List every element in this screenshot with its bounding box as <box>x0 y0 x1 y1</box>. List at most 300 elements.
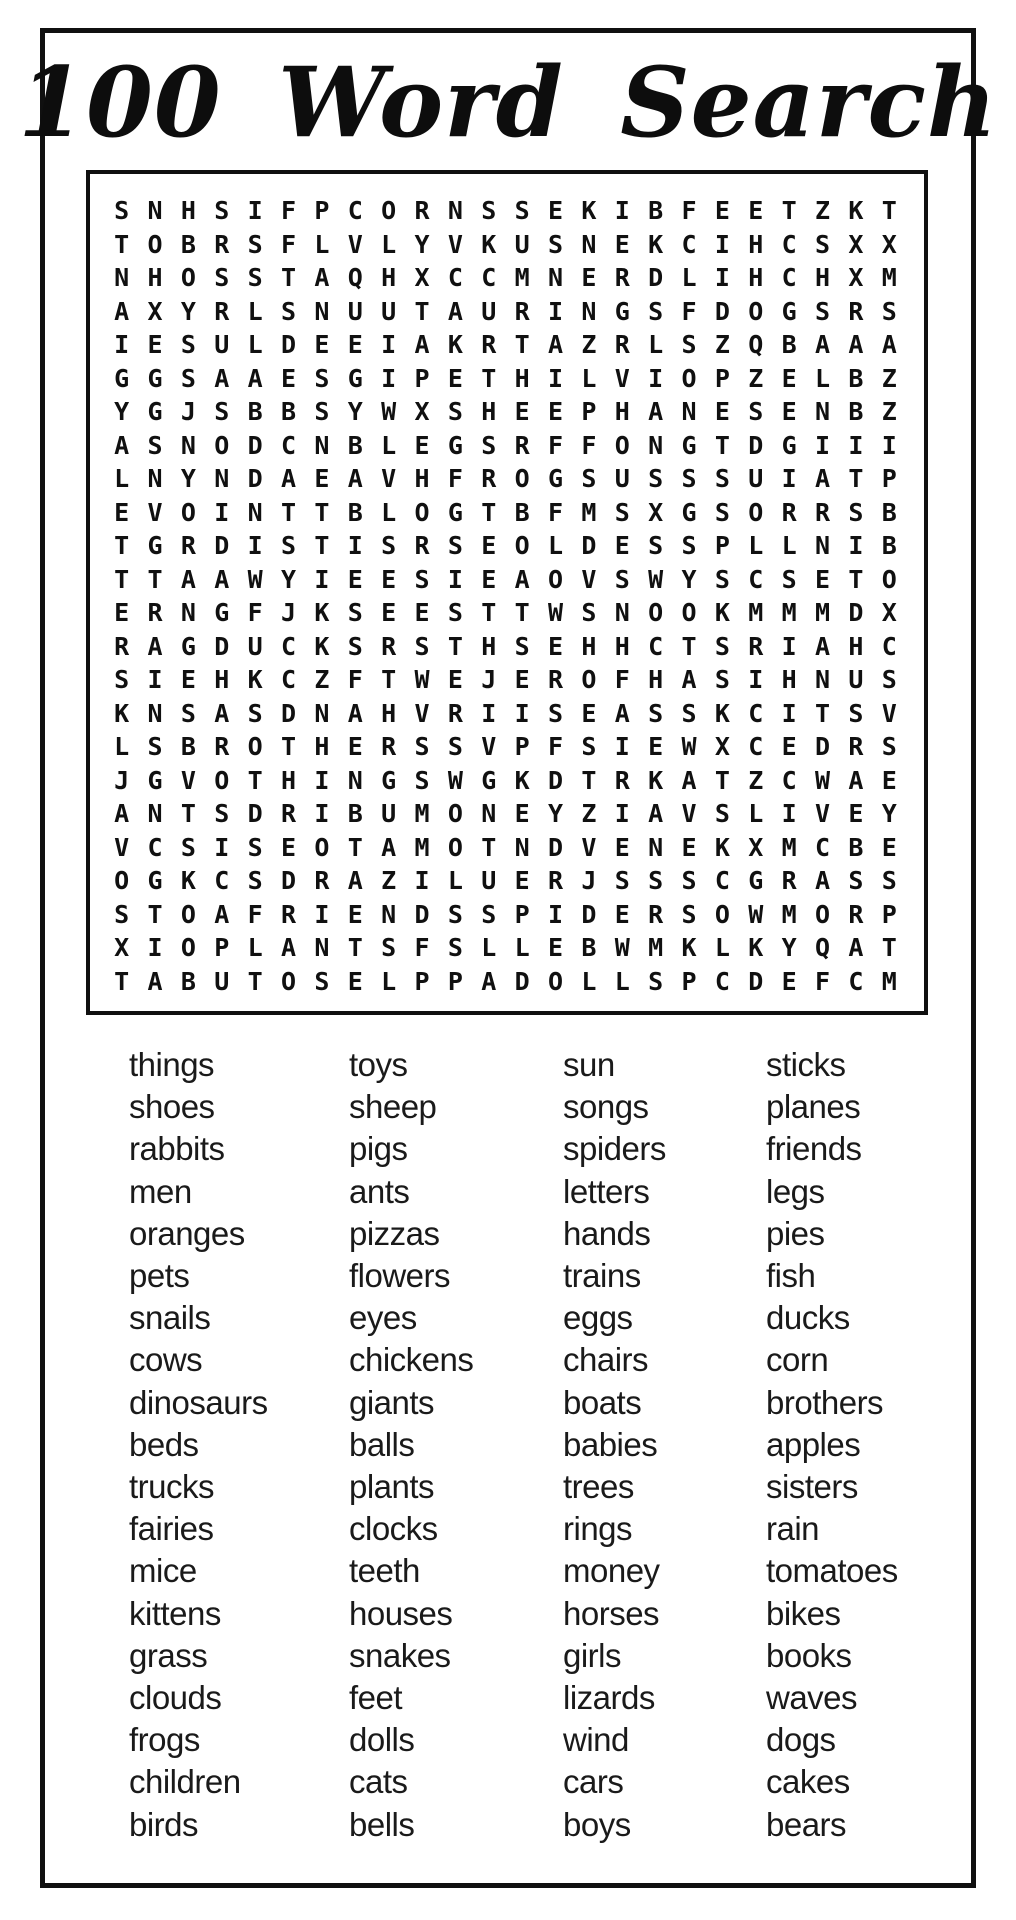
grid-letter: S <box>481 899 497 929</box>
grid-letter: I <box>714 263 730 293</box>
grid-letter: U <box>481 866 497 896</box>
grid-letter: N <box>815 397 831 427</box>
grid-letter: X <box>648 497 664 527</box>
grid-letter: K <box>714 598 730 628</box>
grid-letter: T <box>848 464 864 494</box>
grid-letter: E <box>548 933 564 963</box>
grid-letter: H <box>381 698 397 728</box>
word-item: girls <box>563 1636 622 1674</box>
grid-letter: U <box>214 966 230 996</box>
grid-letter: B <box>781 330 797 360</box>
grid-letter: L <box>247 933 263 963</box>
grid-letter: S <box>114 196 130 226</box>
grid-letter: J <box>281 598 297 628</box>
grid-letter: R <box>214 732 230 762</box>
grid-letter: L <box>114 732 130 762</box>
grid-letter: I <box>781 799 797 829</box>
grid-letter: W <box>381 397 397 427</box>
grid-letter: H <box>481 631 497 661</box>
grid-letter: R <box>281 799 297 829</box>
grid-letter: T <box>881 933 897 963</box>
grid-letter: I <box>414 866 430 896</box>
grid-letter: L <box>381 229 397 259</box>
word-item: pies <box>766 1214 825 1252</box>
grid-letter: T <box>581 765 597 795</box>
grid-letter: L <box>381 966 397 996</box>
grid-letter: K <box>648 229 664 259</box>
grid-letter: Z <box>881 397 897 427</box>
grid-letter: I <box>314 564 330 594</box>
grid-letter: M <box>581 497 597 527</box>
word-item: friends <box>766 1130 862 1168</box>
grid-letter: E <box>614 229 630 259</box>
grid-letter: A <box>548 330 564 360</box>
grid-letter: Z <box>381 866 397 896</box>
grid-letter: S <box>447 598 463 628</box>
word-item: eggs <box>563 1299 633 1337</box>
grid-letter: P <box>581 397 597 427</box>
grid-letter: R <box>214 296 230 326</box>
grid-letter: T <box>347 832 363 862</box>
grid-letter: E <box>714 397 730 427</box>
grid-letter: C <box>281 631 297 661</box>
grid-letter: O <box>180 933 196 963</box>
grid-letter: V <box>681 799 697 829</box>
grid-letter: U <box>614 464 630 494</box>
grid-letter: R <box>447 698 463 728</box>
grid-letter: S <box>214 196 230 226</box>
grid-letter: K <box>447 330 463 360</box>
grid-letter: A <box>347 464 363 494</box>
grid-letter: X <box>414 263 430 293</box>
grid-letter: I <box>648 363 664 393</box>
grid-letter: B <box>648 196 664 226</box>
grid-letter: S <box>548 698 564 728</box>
grid-letter: R <box>614 765 630 795</box>
grid-letter: N <box>214 464 230 494</box>
grid-letter: M <box>414 832 430 862</box>
grid-letter: G <box>781 296 797 326</box>
grid-letter: O <box>514 531 530 561</box>
grid-letter: O <box>748 497 764 527</box>
grid-letter: M <box>881 263 897 293</box>
grid-letter: E <box>114 497 130 527</box>
grid-letter: G <box>447 497 463 527</box>
grid-letter: A <box>347 698 363 728</box>
grid-letter: T <box>481 497 497 527</box>
grid-letter: R <box>314 866 330 896</box>
grid-letter: A <box>481 966 497 996</box>
grid-letter: G <box>147 765 163 795</box>
grid-letter: D <box>581 899 597 929</box>
grid-letter: P <box>214 933 230 963</box>
grid-letter: I <box>614 732 630 762</box>
grid-letter: H <box>381 263 397 293</box>
grid-letter: N <box>147 196 163 226</box>
grid-letter: S <box>481 196 497 226</box>
grid-letter: S <box>247 698 263 728</box>
word-column <box>349 1044 473 1846</box>
grid-letter: S <box>180 698 196 728</box>
grid-letter: L <box>648 330 664 360</box>
grid-letter: L <box>581 363 597 393</box>
word-item: hands <box>563 1214 651 1252</box>
grid-letter: R <box>381 732 397 762</box>
grid-letter: K <box>114 698 130 728</box>
grid-letter: N <box>514 832 530 862</box>
word-item: grass <box>129 1636 208 1674</box>
grid-letter: N <box>314 430 330 460</box>
grid-letter: O <box>748 296 764 326</box>
grid-letter: X <box>848 263 864 293</box>
grid-letter: N <box>180 430 196 460</box>
grid-letter: T <box>114 531 130 561</box>
grid-letter: U <box>247 631 263 661</box>
grid-letter: U <box>748 464 764 494</box>
grid-letter: S <box>447 397 463 427</box>
grid-letter: H <box>147 263 163 293</box>
grid-letter: E <box>114 598 130 628</box>
word-item: beds <box>129 1425 199 1463</box>
grid-letter: J <box>581 866 597 896</box>
grid-letter: S <box>214 799 230 829</box>
grid-letter: N <box>481 799 497 829</box>
grid-letter: I <box>247 531 263 561</box>
grid-letter: S <box>681 531 697 561</box>
word-item: mice <box>129 1552 197 1590</box>
grid-letter: R <box>481 464 497 494</box>
grid-letter: T <box>114 966 130 996</box>
grid-letter: D <box>548 832 564 862</box>
grid-letter: G <box>147 363 163 393</box>
grid-letter: O <box>648 598 664 628</box>
grid-letter: K <box>514 765 530 795</box>
grid-letter: R <box>214 229 230 259</box>
grid-letter: X <box>881 229 897 259</box>
grid-letter: S <box>347 631 363 661</box>
grid-letter: C <box>781 765 797 795</box>
grid-letter: S <box>714 464 730 494</box>
grid-letter: W <box>247 564 263 594</box>
grid-letter: K <box>648 765 664 795</box>
grid-letter: A <box>514 564 530 594</box>
grid-letter: S <box>247 866 263 896</box>
grid-letter: U <box>347 296 363 326</box>
grid-letter: P <box>314 196 330 226</box>
grid-letter: T <box>180 799 196 829</box>
grid-letter: C <box>681 229 697 259</box>
grid-letter: A <box>848 330 864 360</box>
grid-letter: H <box>614 631 630 661</box>
word-item: cows <box>129 1341 203 1379</box>
grid-letter: X <box>881 598 897 628</box>
grid-letter: I <box>381 363 397 393</box>
grid-letter: E <box>548 631 564 661</box>
grid-letter: Q <box>748 330 764 360</box>
grid-letter: N <box>347 765 363 795</box>
grid-letter: C <box>481 263 497 293</box>
grid-letter: Y <box>781 933 797 963</box>
word-item: boys <box>563 1805 631 1843</box>
grid-letter: O <box>180 899 196 929</box>
grid-letter: E <box>781 397 797 427</box>
grid-letter: J <box>481 665 497 695</box>
word-item: bears <box>766 1805 847 1843</box>
grid-letter: L <box>748 799 764 829</box>
grid-letter: T <box>714 430 730 460</box>
grid-letter: D <box>514 966 530 996</box>
word-item: balls <box>349 1425 415 1463</box>
word-list <box>0 1044 1016 1854</box>
grid-letter: S <box>714 631 730 661</box>
grid-letter: V <box>414 698 430 728</box>
grid-letter: I <box>381 330 397 360</box>
grid-letter: R <box>781 866 797 896</box>
grid-letter: S <box>815 229 831 259</box>
word-item: ants <box>349 1172 410 1210</box>
grid-letter: S <box>681 464 697 494</box>
grid-letter: S <box>447 899 463 929</box>
grid-letter: B <box>848 363 864 393</box>
word-item: cakes <box>766 1763 850 1801</box>
grid-letter: U <box>848 665 864 695</box>
grid-letter: U <box>214 330 230 360</box>
grid-letter: D <box>247 430 263 460</box>
grid-letter: V <box>815 799 831 829</box>
word-item: children <box>129 1763 241 1801</box>
grid-letter: C <box>848 966 864 996</box>
grid-letter: P <box>881 464 897 494</box>
grid-letter: T <box>481 598 497 628</box>
grid-letter: B <box>180 732 196 762</box>
grid-letter: O <box>548 564 564 594</box>
grid-letter: S <box>114 899 130 929</box>
grid-letter: O <box>881 564 897 594</box>
grid-letter: Y <box>414 229 430 259</box>
grid-letter: B <box>247 397 263 427</box>
word-item: flowers <box>349 1257 451 1295</box>
grid-letter: E <box>648 732 664 762</box>
grid-letter: T <box>481 832 497 862</box>
grid-letter: S <box>648 464 664 494</box>
grid-letter: S <box>748 397 764 427</box>
grid-letter: Z <box>748 765 764 795</box>
grid-letter: S <box>648 531 664 561</box>
word-item: letters <box>563 1172 650 1210</box>
grid-letter: R <box>614 263 630 293</box>
grid-letter: E <box>481 564 497 594</box>
grid-letter: S <box>648 966 664 996</box>
grid-letter: S <box>614 564 630 594</box>
word-item: sisters <box>766 1468 858 1506</box>
grid-letter: H <box>748 229 764 259</box>
grid-letter: B <box>281 397 297 427</box>
grid-letter: D <box>281 330 297 360</box>
grid-letter: V <box>147 497 163 527</box>
grid-letter: I <box>514 698 530 728</box>
grid-letter: O <box>714 899 730 929</box>
grid-letter: O <box>314 832 330 862</box>
grid-letter: C <box>781 263 797 293</box>
grid-letter: C <box>648 631 664 661</box>
word-item: lizards <box>563 1679 655 1717</box>
grid-letter: T <box>481 363 497 393</box>
grid-letter: V <box>347 229 363 259</box>
grid-letter: V <box>581 564 597 594</box>
grid-letter: A <box>147 631 163 661</box>
grid-letter: S <box>848 866 864 896</box>
grid-letter: A <box>815 866 831 896</box>
grid-letter: A <box>881 330 897 360</box>
word-item: houses <box>349 1594 453 1632</box>
grid-letter: C <box>214 866 230 896</box>
word-item: tomatoes <box>766 1552 898 1590</box>
word-item: kittens <box>129 1594 221 1632</box>
grid-letter: R <box>648 899 664 929</box>
grid-letter: O <box>447 799 463 829</box>
word-item: babies <box>563 1425 658 1463</box>
grid-letter: I <box>548 899 564 929</box>
grid-letter: A <box>214 564 230 594</box>
grid-letter: S <box>648 866 664 896</box>
grid-letter: Y <box>281 564 297 594</box>
grid-letter: I <box>147 933 163 963</box>
word-item: horses <box>563 1594 660 1632</box>
grid-letter: T <box>714 765 730 795</box>
grid-letter: S <box>247 263 263 293</box>
grid-letter: T <box>815 698 831 728</box>
page-title: 100 Word Search <box>18 46 998 159</box>
grid-letter: A <box>681 665 697 695</box>
grid-letter: A <box>347 866 363 896</box>
grid-letter: S <box>548 229 564 259</box>
word-item: books <box>766 1636 852 1674</box>
grid-letter: A <box>314 263 330 293</box>
grid-letter: E <box>414 598 430 628</box>
grid-letter: H <box>314 732 330 762</box>
grid-letter: W <box>648 564 664 594</box>
grid-letter: G <box>748 866 764 896</box>
grid-letter: U <box>381 799 397 829</box>
grid-letter: E <box>581 263 597 293</box>
grid-letter: B <box>347 430 363 460</box>
grid-letter: A <box>681 765 697 795</box>
grid-letter: E <box>614 832 630 862</box>
grid-letter: T <box>247 966 263 996</box>
grid-letter: S <box>581 598 597 628</box>
grid-letter: L <box>381 497 397 527</box>
grid-letter: L <box>114 464 130 494</box>
grid-letter: L <box>714 933 730 963</box>
grid-letter: N <box>581 229 597 259</box>
grid-letter: C <box>447 263 463 293</box>
grid-letter: S <box>714 665 730 695</box>
grid-letter: Z <box>581 330 597 360</box>
grid-letter: Y <box>881 799 897 829</box>
grid-letter: B <box>347 799 363 829</box>
word-item: plants <box>349 1468 435 1506</box>
grid-letter: R <box>614 330 630 360</box>
grid-letter: S <box>581 732 597 762</box>
grid-letter: F <box>247 598 263 628</box>
grid-letter: I <box>314 799 330 829</box>
grid-letter: K <box>714 698 730 728</box>
grid-letter: P <box>414 363 430 393</box>
grid-letter: T <box>247 765 263 795</box>
grid-letter: T <box>514 330 530 360</box>
grid-letter: O <box>548 966 564 996</box>
grid-letter: G <box>180 631 196 661</box>
grid-letter: S <box>881 296 897 326</box>
grid-letter: S <box>314 363 330 393</box>
word-item: snakes <box>349 1636 451 1674</box>
grid-letter: G <box>214 598 230 628</box>
word-item: dolls <box>349 1721 415 1759</box>
grid-letter: F <box>815 966 831 996</box>
grid-letter: H <box>414 464 430 494</box>
grid-letter: Y <box>114 397 130 427</box>
grid-letter: O <box>581 665 597 695</box>
grid-letter: B <box>180 966 196 996</box>
grid-letter: S <box>147 430 163 460</box>
word-column <box>129 1044 268 1846</box>
grid-letter: S <box>514 196 530 226</box>
grid-letter: A <box>114 430 130 460</box>
grid-letter: Z <box>714 330 730 360</box>
grid-letter: R <box>514 430 530 460</box>
grid-letter: P <box>881 899 897 929</box>
grid-letter: T <box>681 631 697 661</box>
word-column <box>766 1044 898 1846</box>
grid-letter: H <box>815 263 831 293</box>
grid-letter: X <box>748 832 764 862</box>
grid-letter: E <box>514 799 530 829</box>
grid-letter: E <box>347 732 363 762</box>
grid-letter: R <box>548 665 564 695</box>
word-item: money <box>563 1552 660 1590</box>
word-item: frogs <box>129 1721 200 1759</box>
grid-letter: O <box>514 464 530 494</box>
grid-letter: M <box>781 899 797 929</box>
grid-letter: P <box>447 966 463 996</box>
word-item: rabbits <box>129 1130 225 1168</box>
grid-letter: C <box>281 665 297 695</box>
grid-letter: S <box>881 866 897 896</box>
grid-letter: E <box>381 598 397 628</box>
grid-letter: M <box>881 966 897 996</box>
grid-letter: N <box>648 832 664 862</box>
word-item: bikes <box>766 1594 841 1632</box>
grid-letter: I <box>848 531 864 561</box>
grid-letter: I <box>748 665 764 695</box>
grid-letter: A <box>815 330 831 360</box>
grid-letter: S <box>714 799 730 829</box>
grid-letter: S <box>381 933 397 963</box>
word-item: legs <box>766 1172 825 1210</box>
grid-letter: F <box>281 196 297 226</box>
grid-letter: C <box>281 430 297 460</box>
grid-letter: V <box>481 732 497 762</box>
grid-letter: A <box>614 698 630 728</box>
grid-letter: P <box>414 966 430 996</box>
grid-letter: E <box>447 665 463 695</box>
grid-letter: S <box>347 598 363 628</box>
grid-letter: L <box>247 330 263 360</box>
grid-letter: H <box>648 665 664 695</box>
grid-letter: S <box>581 464 597 494</box>
grid-letter: E <box>347 564 363 594</box>
grid-letter: I <box>781 464 797 494</box>
